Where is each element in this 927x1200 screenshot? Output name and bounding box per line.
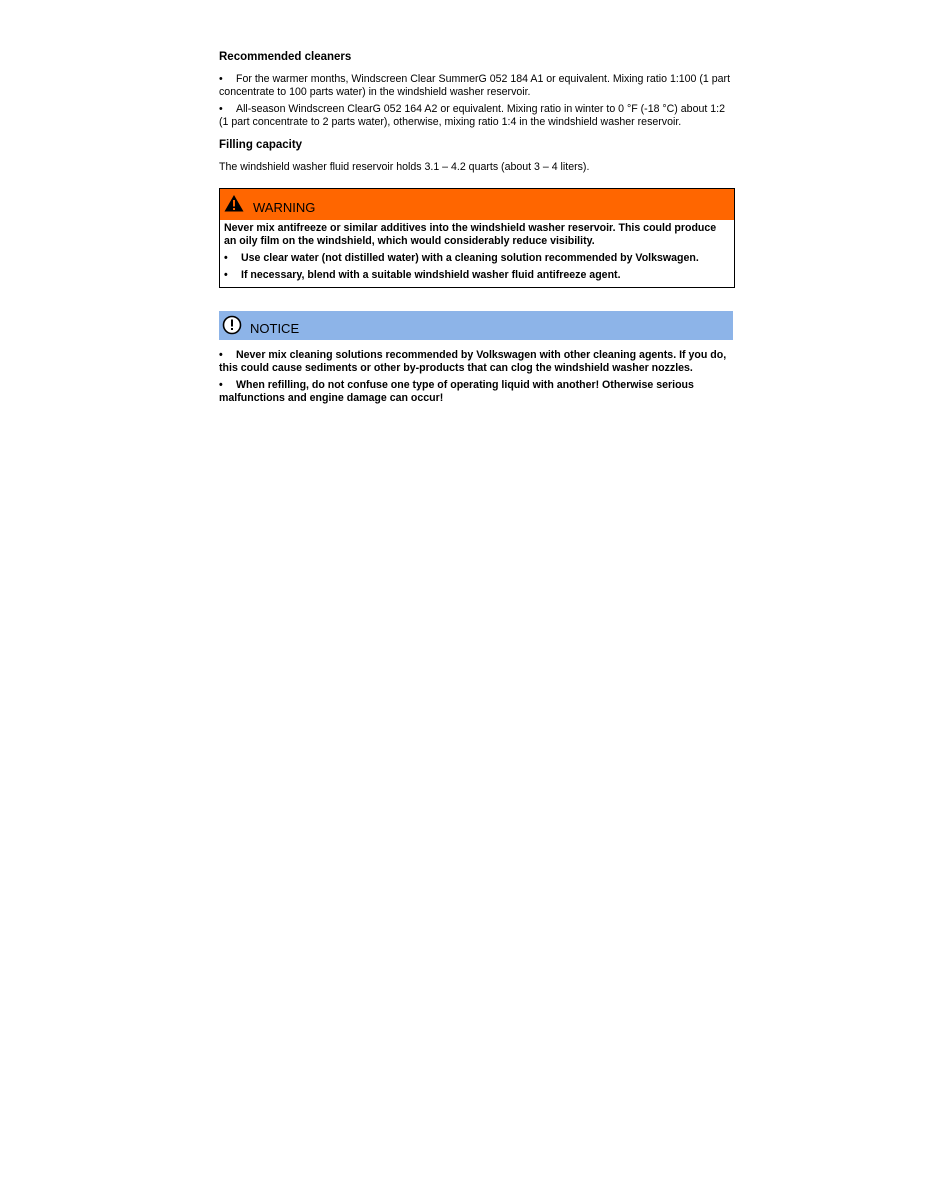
- notice-label: NOTICE: [250, 321, 300, 336]
- list-item-text: When refilling, do not confuse one type of operating liquid with another! Otherwise serious malfunctions and engine damage can occur!: [219, 379, 694, 404]
- bullet-dot: •: [219, 103, 223, 115]
- warning-header: [220, 189, 734, 220]
- notice-body: [219, 340, 733, 405]
- list-item-text: Never mix cleaning solutions recommended by Volkswagen with other cleaning agents. If you do, this could cause sediments or other by-products that can clog the windshield washer nozzles.: [219, 349, 727, 374]
- list-item: [219, 379, 733, 405]
- manual-page: [219, 50, 735, 409]
- warning-label: WARNING: [253, 200, 316, 215]
- filling-heading: Filling capacity: [219, 139, 303, 151]
- warning-intro: Never mix antifreeze or similar additives into the windshield washer reservoir. This could produce an oily film on the windshield, which would considerably reduce visibility.: [224, 222, 717, 247]
- notice-box: [219, 311, 733, 405]
- cleaners-list: [219, 73, 735, 129]
- list-item-text: If necessary, blend with a suitable windshield washer fluid antifreeze agent.: [241, 269, 621, 281]
- list-item-text: Use clear water (not distilled water) with a cleaning solution recommended by Volkswagen.: [241, 252, 699, 264]
- warning-box: [219, 188, 735, 288]
- exclamation-circle-icon: [222, 315, 242, 335]
- cleaners-heading: Recommended cleaners: [219, 51, 352, 63]
- bullet-dot: •: [219, 379, 223, 391]
- bullet-dot: •: [219, 349, 223, 361]
- filling-text: The windshield washer fluid reservoir holds 3.1 – 4.2 quarts (about 3 – 4 liters).: [219, 161, 590, 173]
- bullet-dot: •: [219, 73, 223, 85]
- list-item: [224, 269, 730, 282]
- list-item: [219, 349, 733, 375]
- list-item: [219, 73, 735, 99]
- list-item-text: For the warmer months, Windscreen Clear SummerG 052 184 A1 or equivalent. Mixing ratio 1:100 (1 part concentrate to 100 parts water) in the windshield washer reservoir.: [219, 73, 731, 98]
- warning-triangle-icon: [224, 194, 244, 212]
- list-item: [224, 252, 730, 265]
- list-item: [219, 103, 735, 129]
- bullet-dot: •: [224, 269, 228, 281]
- bullet-dot: •: [224, 252, 228, 264]
- notice-header: [219, 311, 733, 340]
- warning-body: [220, 220, 734, 287]
- list-item-text: All-season Windscreen ClearG 052 164 A2 or equivalent. Mixing ratio in winter to 0 °F (-18 °C) about 1:2 (1 part concentrate to 2 parts water), otherwise, mixing ratio 1:4 in the windshield washer reservoir.: [219, 103, 725, 128]
